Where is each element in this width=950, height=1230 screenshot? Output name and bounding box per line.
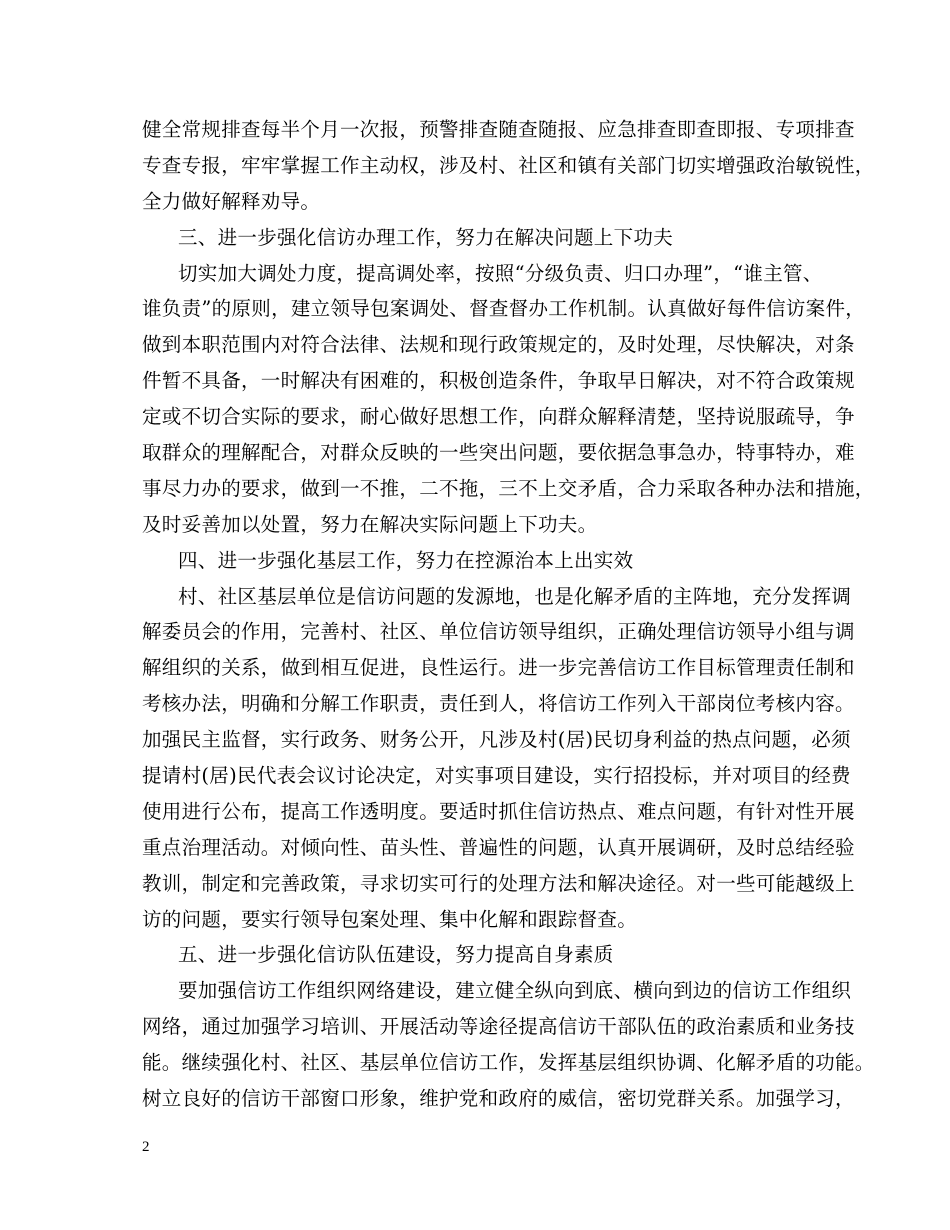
text-line: 教训，制定和完善政策，寻求切实可行的处理方法和解决途径。对一些可能越级上	[142, 871, 855, 895]
text-line: 使用进行公布，提高工作透明度。要适时抓住信访热点、难点问题，有针对性开展	[142, 799, 855, 823]
text-line: 加强民主监督，实行政务、财务公开，凡涉及村(居)民切身利益的热点问题，必须	[142, 728, 851, 752]
text-line: 谁负责”的原则，建立领导包案调处、督查督办工作机制。认真做好每件信访案件，	[142, 297, 866, 321]
page-number: 2	[142, 1139, 150, 1155]
paragraph-first-line: 五、进一步强化信访队伍建设，努力提高自身素质	[178, 943, 614, 967]
text-line: 考核办法，明确和分解工作职责，责任到人，将信访工作列入干部岗位考核内容。	[142, 692, 855, 716]
text-line: 专查专报，牢牢掌握工作主动权，涉及村、社区和镇有关部门切实增强政治敏锐性，	[142, 153, 875, 177]
paragraph-first-line: 村、社区基层单位是信访问题的发源地，也是化解矛盾的主阵地，充分发挥调	[178, 584, 852, 608]
text-line: 重点治理活动。对倾向性、苗头性、普遍性的问题，认真开展调研，及时总结经验	[142, 835, 855, 859]
text-line: 能。继续强化村、社区、基层单位信访工作，发挥基层组织协调、化解矛盾的功能。	[142, 1051, 875, 1075]
text-line: 定或不切合实际的要求，耐心做好思想工作，向群众解释清楚，坚持说服疏导，争	[142, 405, 855, 429]
paragraph-first-line: 要加强信访工作组织网络建设，建立健全纵向到底、横向到边的信访工作组织	[178, 979, 852, 1003]
text-line: 健全常规排查每半个月一次报，预警排查随查随报、应急排查即查即报、专项排查	[142, 118, 855, 141]
text-line: 全力做好解释劝导。	[142, 189, 321, 213]
text-line: 及时妥善加以处置，努力在解决实际问题上下功夫。	[142, 512, 598, 536]
text-line: 网络，通过加强学习培训、开展活动等途径提高信访干部队伍的政治素质和业务技	[142, 1015, 855, 1039]
text-line: 件暂不具备，一时解决有困难的，积极创造条件，争取早日解决，对不符合政策规	[142, 369, 855, 393]
paragraph-first-line: 四、进一步强化基层工作，努力在控源治本上出实效	[178, 548, 634, 572]
text-line: 树立良好的信访干部窗口形象，维护党和政府的威信，密切党群关系。加强学习，	[142, 1087, 855, 1111]
text-line: 解委员会的作用，完善村、社区、单位信访领导组织，正确处理信访领导小组与调	[142, 620, 855, 644]
body-text	[142, 112, 875, 1117]
paragraph-first-line: 三、进一步强化信访办理工作，努力在解决问题上下功夫	[178, 225, 674, 249]
text-line: 事尽力办的要求，做到一不推，二不拖，三不上交矛盾，合力采取各种办法和措施，	[142, 476, 875, 500]
text-line: 取群众的理解配合，对群众反映的一些突出问题，要依据急事急办，特事特办，难	[142, 441, 855, 465]
paragraph-first-line: 切实加大调处力度，提高调处率，按照“分级负责、归口办理”，“谁主管、	[178, 261, 823, 285]
text-line: 访的问题，要实行领导包案处理、集中化解和跟踪督查。	[142, 907, 638, 931]
text-line: 解组织的关系，做到相互促进，良性运行。进一步完善信访工作目标管理责任制和	[142, 656, 855, 680]
text-line: 提请村(居)民代表会议讨论决定，对实事项目建设，实行招投标，并对项目的经费	[142, 764, 851, 788]
text-line: 做到本职范围内对符合法律、法规和现行政策规定的，及时处理，尽快解决，对条	[142, 333, 855, 357]
